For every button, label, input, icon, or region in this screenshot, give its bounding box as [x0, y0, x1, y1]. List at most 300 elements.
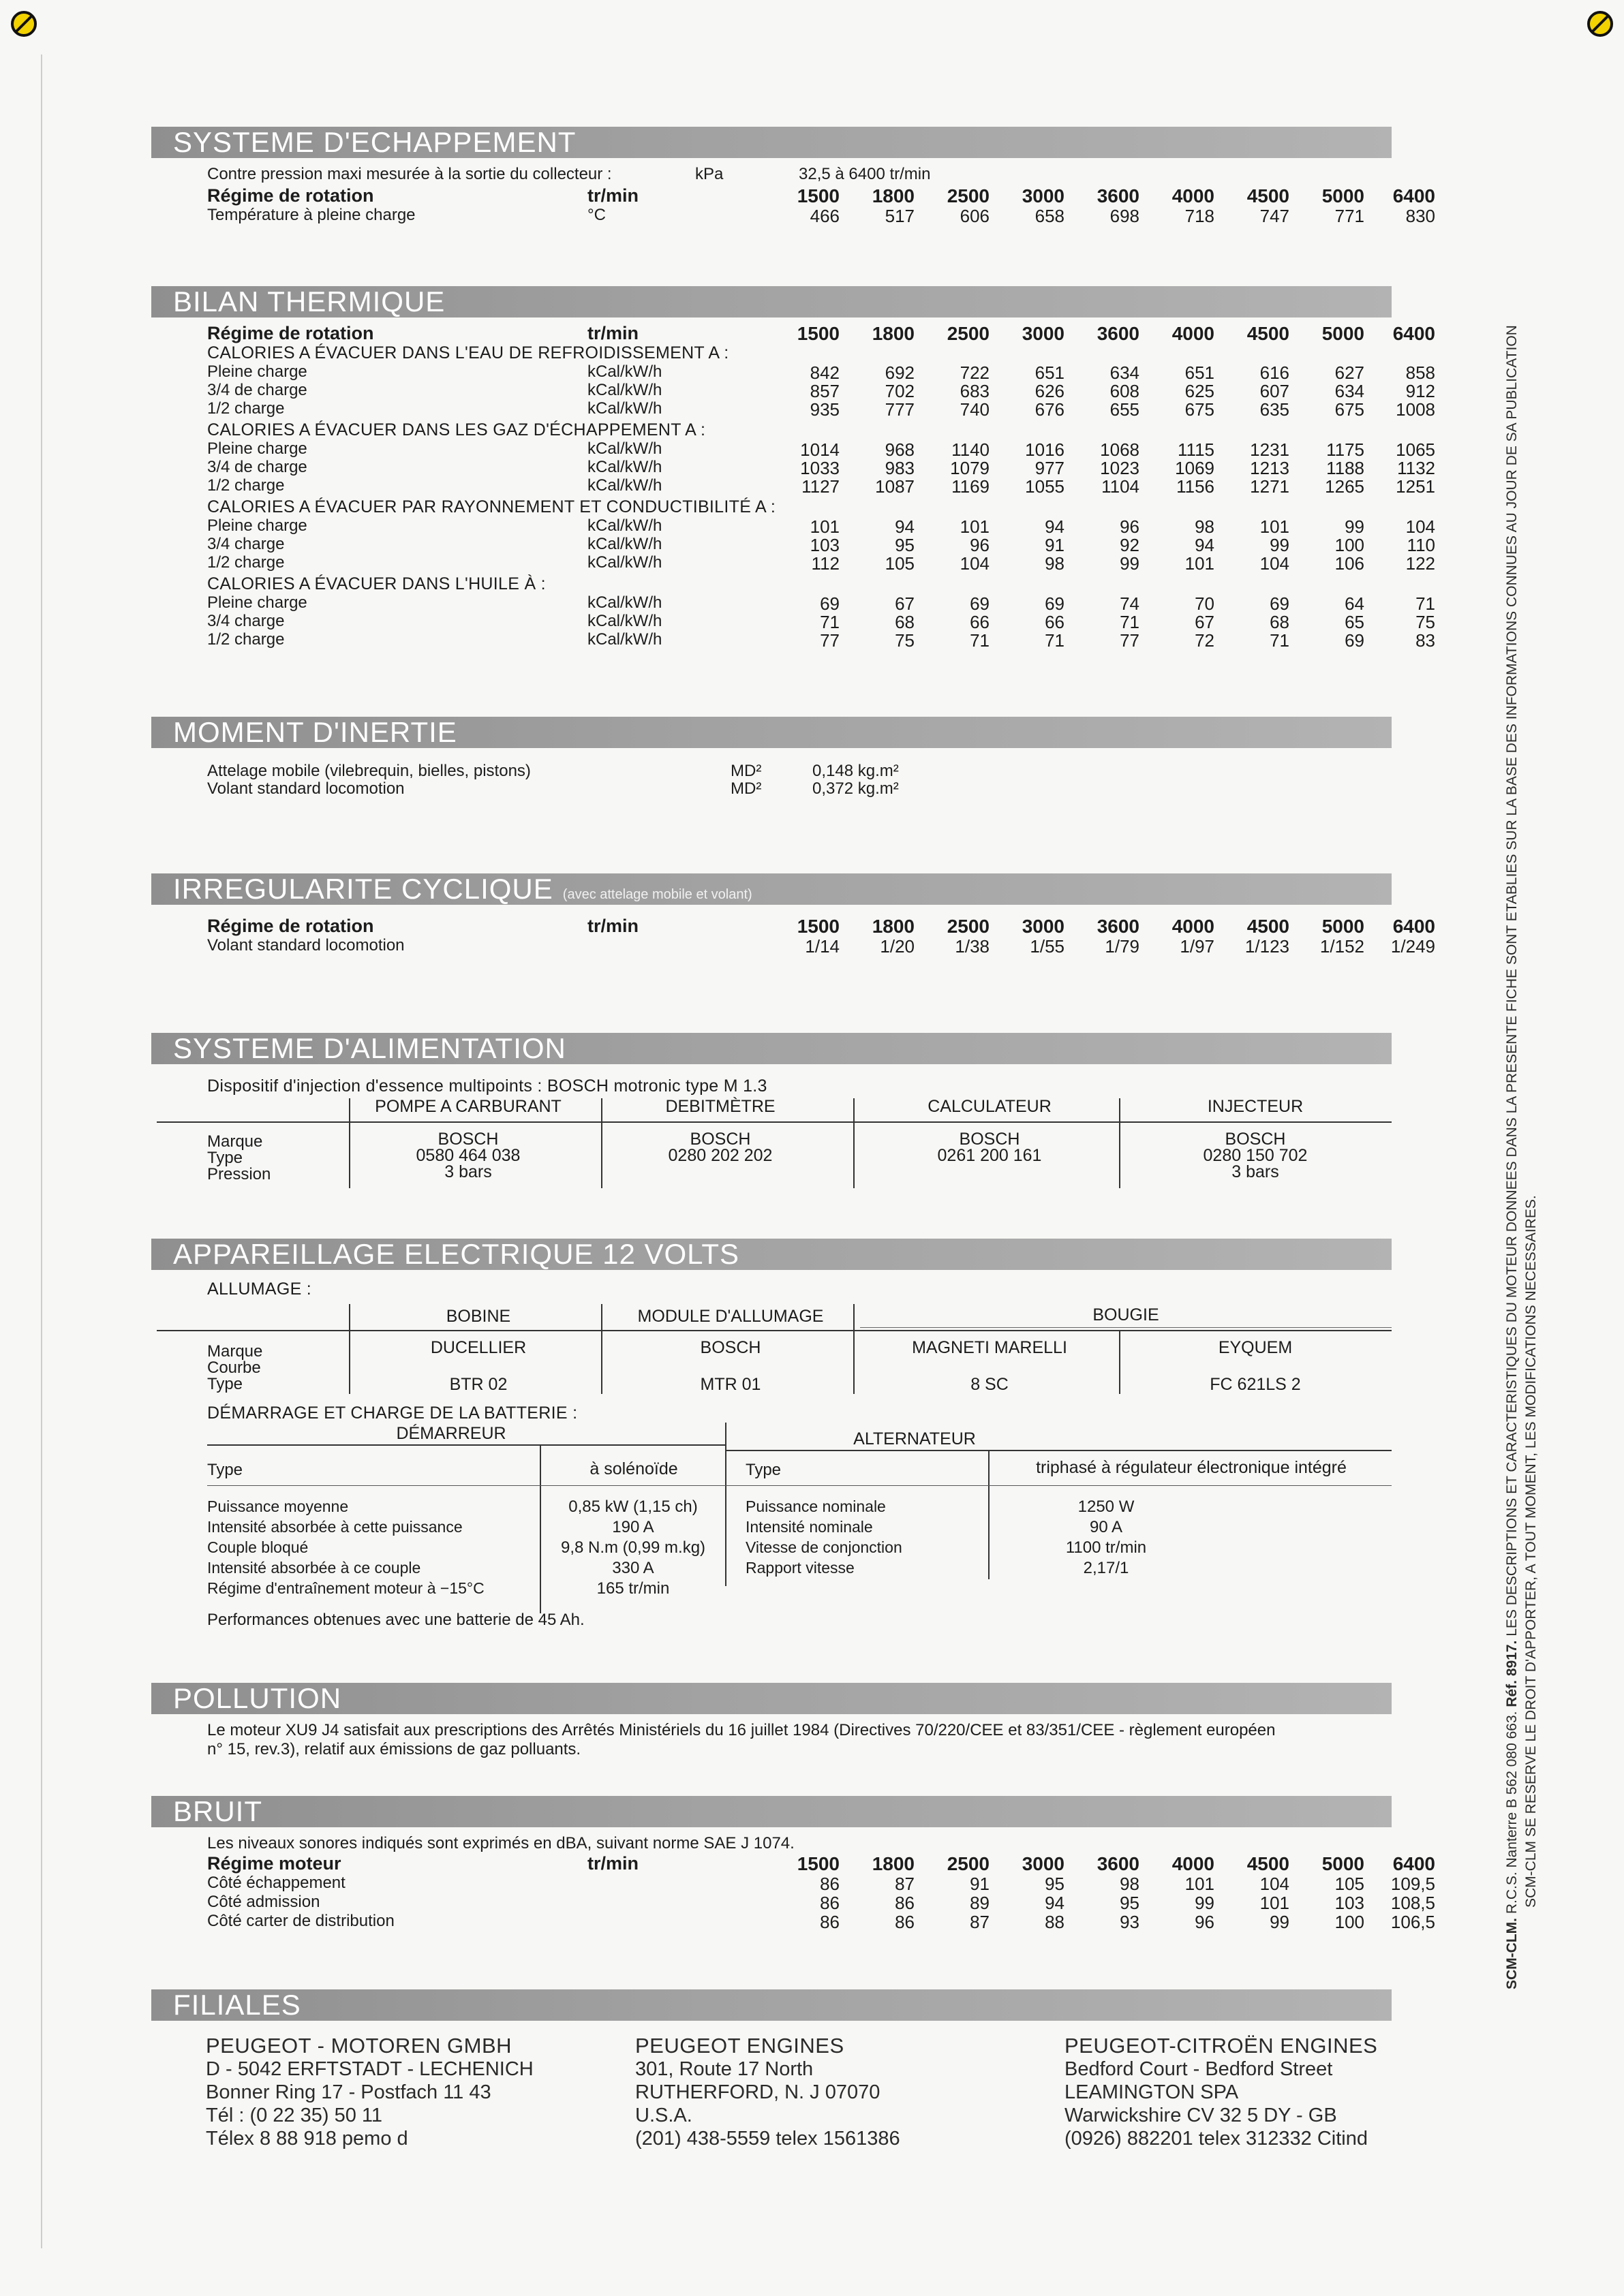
rpm-value: 4000 — [1171, 185, 1214, 206]
section-title: MOMENT D'INERTIE — [151, 717, 1392, 748]
data-value: 101 — [810, 516, 840, 537]
legal-line-2: SCM-CLM SE RESERVE LE DROIT D'APPORTER, A TOUT MOMENT, LES MODIFICATIONS NECESSAIRES. — [1523, 1195, 1539, 1908]
rpm-value: 4000 — [1171, 916, 1214, 937]
data-value: 698 — [1109, 206, 1139, 226]
section-title: BILAN THERMIQUE — [151, 286, 1392, 317]
row-label: Côté admission — [207, 1893, 320, 1911]
inertie-value: 0,372 kg.m² — [812, 779, 899, 798]
alternateur-type-label: Type — [746, 1461, 782, 1479]
cell-value: BOSCH — [690, 1130, 751, 1149]
table-row — [151, 476, 1435, 497]
data-value: 94 — [895, 516, 915, 537]
column-divider — [349, 1304, 350, 1394]
data-value: 95 — [1120, 1893, 1139, 1913]
row-unit: kCal/kW/h — [587, 630, 662, 649]
alternateur-type-value: triphasé à régulateur électronique intégré — [1036, 1458, 1347, 1477]
data-value: 692 — [885, 362, 915, 383]
spec-value: 90 A — [1089, 1518, 1123, 1536]
section-title: POLLUTION — [151, 1683, 1392, 1714]
filiale-address — [206, 2034, 534, 2150]
regime-label: Régime de rotation — [207, 323, 374, 343]
filiale-name: PEUGEOT-CITROËN ENGINES — [1064, 2034, 1378, 2058]
rpm-value: 3600 — [1097, 1853, 1139, 1874]
section-title-text: IRREGULARITE CYCLIQUE — [173, 873, 553, 905]
cell-value: BOSCH — [959, 1130, 1020, 1149]
data-value: 1068 — [1100, 439, 1139, 460]
section-filiales — [151, 1989, 1392, 2150]
inertie-unit: MD² — [731, 762, 762, 780]
data-value: 100 — [1334, 535, 1364, 555]
contre-pression-value: 32,5 à 6400 tr/min — [799, 165, 931, 183]
data-value: 104 — [1259, 553, 1289, 574]
filiale-name: PEUGEOT - MOTOREN GMBH — [206, 2034, 512, 2058]
data-value: 101 — [960, 516, 990, 537]
row-label: Pleine charge — [207, 439, 307, 458]
group-caption: CALORIES A ÉVACUER PAR RAYONNEMENT ET CONDUCTIBILITÉ A : — [207, 497, 776, 516]
performances-note: Performances obtenues avec une batterie de 45 Ah. — [207, 1611, 585, 1629]
data-value: 71 — [1270, 630, 1289, 651]
inertie-value: 0,148 kg.m² — [812, 762, 899, 780]
data-value: 101 — [1184, 1874, 1214, 1894]
rpm-value: 5000 — [1321, 916, 1364, 937]
column-header: MODULE D'ALLUMAGE — [637, 1307, 824, 1326]
filiale-name: PEUGEOT ENGINES — [635, 2034, 844, 2058]
address-line: Bedford Court - Bedford Street — [1064, 2058, 1333, 2080]
table-row — [151, 1874, 1435, 1894]
rpm-value: 4000 — [1171, 323, 1214, 344]
data-value: 1271 — [1250, 476, 1289, 497]
spec-label: Intensité absorbée à cette puissance — [207, 1518, 463, 1536]
data-value: 104 — [1259, 1874, 1289, 1894]
address-line: Warwickshire CV 32 5 DY - GB — [1064, 2105, 1337, 2126]
data-value: 1014 — [800, 439, 840, 460]
section-bruit — [151, 1795, 1435, 1932]
spec-label: Couple bloqué — [207, 1538, 309, 1556]
row-unit: kCal/kW/h — [587, 381, 662, 399]
spec-label: Rapport vitesse — [746, 1559, 855, 1577]
pollution-text-line-2: n° 15, rev.3), relatif aux émissions de gaz polluants. — [207, 1740, 581, 1758]
data-value: 66 — [1045, 612, 1064, 632]
data-value: 466 — [810, 206, 840, 226]
regime-unit: tr/min — [587, 323, 639, 343]
data-value: 1087 — [875, 476, 915, 497]
demarreur-type-value: à solénoïde — [589, 1459, 678, 1478]
rpm-value: 3600 — [1097, 323, 1139, 344]
data-value: 88 — [1045, 1912, 1064, 1932]
row-label: 1/2 charge — [207, 399, 285, 418]
data-value: 108,5 — [1390, 1893, 1435, 1913]
address-line: Tél : (0 22 35) 50 11 — [206, 2105, 383, 2126]
data-value: 675 — [1334, 399, 1364, 420]
column-divider — [1119, 1098, 1120, 1188]
row-label: 3/4 de charge — [207, 381, 307, 399]
data-value: 1/20 — [880, 936, 915, 957]
address-line: 301, Route 17 North — [635, 2058, 814, 2080]
data-value: 104 — [960, 553, 990, 574]
bougie-marque: EYQUEM — [1218, 1338, 1293, 1357]
cell-value: 0280 150 702 — [1203, 1146, 1308, 1165]
rpm-value: 3000 — [1022, 323, 1064, 344]
data-value: 75 — [1415, 612, 1435, 632]
section-title: FILIALES — [151, 1989, 1392, 2021]
table-row — [151, 1893, 1435, 1913]
column-divider — [601, 1098, 602, 1188]
column-divider — [1119, 1330, 1120, 1394]
row-unit: kCal/kW/h — [587, 612, 662, 630]
rpm-value: 4000 — [1171, 1853, 1214, 1874]
section-pollution — [151, 1682, 1392, 1758]
data-value: 122 — [1405, 553, 1435, 574]
data-value: 968 — [885, 439, 915, 460]
data-value: 626 — [1035, 381, 1064, 401]
table-row — [151, 612, 1435, 632]
address-line: (0926) 882201 telex 312332 Citind — [1064, 2128, 1368, 2150]
data-value: 64 — [1345, 593, 1364, 614]
data-value: 702 — [885, 381, 915, 401]
data-value: 77 — [1120, 630, 1139, 651]
data-value: 830 — [1405, 206, 1435, 226]
regime-unit: tr/min — [587, 1853, 639, 1874]
regime-unit: tr/min — [587, 916, 639, 936]
rpm-value: 6400 — [1392, 323, 1435, 344]
data-value: 1/97 — [1180, 936, 1214, 957]
spec-label: Vitesse de conjonction — [746, 1538, 902, 1556]
row-label: 1/2 charge — [207, 476, 285, 495]
row-label: Courbe — [207, 1359, 261, 1377]
data-value: 87 — [895, 1874, 915, 1894]
data-value: 1023 — [1100, 458, 1139, 478]
table-row — [151, 516, 1435, 537]
table-rule — [860, 1327, 1392, 1328]
table-row — [151, 1912, 1435, 1932]
section-title: SYSTEME D'ALIMENTATION — [151, 1033, 1392, 1064]
rpm-value: 1800 — [872, 185, 915, 206]
cell-value: 0261 200 161 — [937, 1146, 1042, 1165]
data-value: 1/55 — [1030, 936, 1064, 957]
data-value: 1188 — [1326, 458, 1364, 478]
section-title: SYSTEME D'ECHAPPEMENT — [151, 127, 1392, 158]
address-line: LEAMINGTON SPA — [1064, 2081, 1239, 2103]
section-title: BRUIT — [151, 1796, 1392, 1827]
data-value: 1231 — [1250, 439, 1289, 460]
data-value: 842 — [810, 362, 840, 383]
group-caption: CALORIES A ÉVACUER DANS L'EAU DE REFROIDISSEMENT A : — [207, 343, 729, 362]
section-bilan-thermique — [151, 285, 1435, 651]
data-value: 1213 — [1250, 458, 1289, 478]
contre-pression-unit: kPa — [695, 165, 724, 183]
data-value: 651 — [1035, 362, 1064, 383]
section-title — [151, 873, 1392, 905]
data-value: 91 — [970, 1874, 990, 1894]
data-value: 68 — [1270, 612, 1289, 632]
data-value: 71 — [1120, 612, 1139, 632]
module-type: MTR 01 — [700, 1375, 761, 1394]
data-value: 98 — [1045, 553, 1064, 574]
table-row — [151, 381, 1435, 401]
data-value: 69 — [1270, 593, 1289, 614]
regime-label: Régime moteur — [207, 1853, 341, 1874]
data-value: 69 — [820, 593, 840, 614]
spec-value: 165 tr/min — [596, 1579, 670, 1598]
row-unit: kCal/kW/h — [587, 439, 662, 458]
data-value: 96 — [970, 535, 990, 555]
data-value: 69 — [1045, 593, 1064, 614]
legal-line-1: SCM-CLM. R.C.S. Nanterre B 562 080 663. Réf. 8917. LES DESCRIPTIONS ET CARACTERISTIQUES DU MOTEUR DONNEES DANS LA PRESENTE FICHE SONT ETABLIES SUR LA BASE DES INFORMATIONS CONNUES AU JOUR DE SA PUBLICATION — [1504, 325, 1520, 1989]
regime-label: Régime de rotation — [207, 185, 374, 206]
data-value: 96 — [1120, 516, 1139, 537]
data-value: 1008 — [1396, 399, 1435, 420]
rpm-value: 4500 — [1246, 323, 1289, 344]
rpm-value: 1500 — [797, 185, 840, 206]
column-divider — [725, 1423, 726, 1586]
filiale-address — [1064, 2034, 1377, 2150]
data-value: 101 — [1259, 1893, 1289, 1913]
data-value: 857 — [810, 381, 840, 401]
data-value: 110 — [1407, 535, 1435, 555]
data-value: 675 — [1184, 399, 1214, 420]
spec-value: 1250 W — [1077, 1498, 1135, 1516]
data-value: 105 — [885, 553, 915, 574]
row-label: Marque — [207, 1342, 263, 1361]
table-rule — [207, 1444, 725, 1446]
demarreur-title: DÉMARREUR — [396, 1424, 506, 1443]
row-unit: kCal/kW/h — [587, 362, 662, 381]
section-title: APPAREILLAGE ELECTRIQUE 12 VOLTS — [151, 1239, 1392, 1270]
data-value: 95 — [1045, 1874, 1064, 1894]
rpm-value: 3000 — [1022, 1853, 1064, 1874]
data-value: 106 — [1334, 553, 1364, 574]
row-label: 1/2 charge — [207, 630, 285, 649]
rpm-value: 5000 — [1321, 323, 1364, 344]
data-value: 1/79 — [1105, 936, 1139, 957]
rpm-value: 1800 — [872, 916, 915, 937]
data-value: 1033 — [800, 458, 840, 478]
data-value: 1115 — [1178, 439, 1214, 460]
data-value: 722 — [960, 362, 990, 383]
data-value: 1140 — [951, 439, 990, 460]
row-label: Pleine charge — [207, 516, 307, 535]
data-value: 99 — [1345, 516, 1364, 537]
cell-value: 3 bars — [444, 1162, 492, 1181]
data-value: 1/249 — [1390, 936, 1435, 957]
data-value: 658 — [1035, 206, 1064, 226]
rpm-value: 1500 — [797, 916, 840, 937]
spec-value: 2,17/1 — [1083, 1559, 1129, 1577]
rpm-value: 6400 — [1392, 1853, 1435, 1874]
table-row — [151, 439, 1435, 460]
data-value: 1016 — [1025, 439, 1064, 460]
rpm-value: 2500 — [947, 1853, 990, 1874]
bougie-type: FC 621LS 2 — [1210, 1375, 1301, 1394]
data-value: 71 — [820, 612, 840, 632]
row-label: Côté carter de distribution — [207, 1912, 395, 1930]
table-rule — [207, 1485, 1392, 1486]
data-value: 1079 — [950, 458, 990, 478]
data-value: 651 — [1184, 362, 1214, 383]
rpm-value: 3600 — [1097, 916, 1139, 937]
row-label: Type — [207, 1149, 243, 1167]
section-electrique — [151, 1238, 1392, 1629]
data-value: 1/123 — [1244, 936, 1289, 957]
data-value: 67 — [895, 593, 915, 614]
data-value: 983 — [885, 458, 915, 478]
regime-unit: tr/min — [587, 185, 639, 206]
data-value: 77 — [820, 630, 840, 651]
data-value: 1156 — [1176, 476, 1214, 497]
rpm-value: 3000 — [1022, 185, 1064, 206]
column-header: BOBINE — [446, 1307, 511, 1326]
data-value: 771 — [1334, 206, 1364, 226]
table-row — [151, 553, 1435, 574]
data-value: 718 — [1184, 206, 1214, 226]
row-unit: kCal/kW/h — [587, 516, 662, 535]
regime-label: Régime de rotation — [207, 916, 374, 936]
table-row — [151, 630, 1435, 651]
data-value: 104 — [1405, 516, 1435, 537]
section-subtitle: (avec attelage mobile et volant) — [562, 887, 752, 902]
column-header: BOUGIE — [1092, 1305, 1159, 1324]
volant-label: Volant standard locomotion — [207, 936, 405, 955]
section-irregularite — [151, 873, 1435, 957]
data-value: 517 — [885, 206, 915, 226]
data-value: 101 — [1184, 553, 1214, 574]
data-value: 607 — [1259, 381, 1289, 401]
data-value: 634 — [1109, 362, 1139, 383]
bougie-type: 8 SC — [970, 1375, 1009, 1394]
data-value: 1065 — [1396, 439, 1435, 460]
data-value: 68 — [895, 612, 915, 632]
demarrage-caption: DÉMARRAGE ET CHARGE DE LA BATTERIE : — [207, 1403, 578, 1423]
pollution-text-line-1: Le moteur XU9 J4 satisfait aux prescriptions des Arrêtés Ministériels du 16 juillet 1984 (Directives 70/220/CEE et 83/351/CEE - règlement européen — [207, 1721, 1276, 1739]
data-value: 616 — [1259, 362, 1289, 383]
row-label: 3/4 charge — [207, 612, 285, 630]
address-line: D - 5042 ERFTSTADT - LECHENICH — [206, 2058, 534, 2080]
data-value: 1169 — [951, 476, 990, 497]
column-divider — [601, 1304, 602, 1394]
column-header: DEBITMÈTRE — [665, 1097, 776, 1116]
cell-value: BOSCH — [1225, 1130, 1286, 1149]
address-line: U.S.A. — [635, 2105, 692, 2126]
table-rule — [157, 1330, 1392, 1331]
page-edge-line — [41, 55, 42, 2248]
rpm-value: 4500 — [1246, 916, 1289, 937]
data-value: 106,5 — [1390, 1912, 1435, 1932]
table-row — [151, 362, 1435, 383]
rpm-value: 6400 — [1392, 916, 1435, 937]
row-label: 3/4 de charge — [207, 458, 307, 476]
data-value: 67 — [1195, 612, 1214, 632]
data-value: 83 — [1415, 630, 1435, 651]
data-value: 95 — [895, 535, 915, 555]
address-line: Bonner Ring 17 - Postfach 11 43 — [206, 2081, 491, 2103]
rpm-value: 1500 — [797, 323, 840, 344]
rpm-value: 1800 — [872, 323, 915, 344]
data-value: 606 — [960, 206, 990, 226]
rpm-value: 6400 — [1392, 185, 1435, 206]
data-value: 99 — [1120, 553, 1139, 574]
data-value: 977 — [1035, 458, 1064, 478]
data-value: 89 — [970, 1893, 990, 1913]
row-label: Marque — [207, 1132, 263, 1151]
data-value: 1175 — [1326, 439, 1364, 460]
data-value: 627 — [1334, 362, 1364, 383]
row-label: Côté échappement — [207, 1874, 346, 1892]
rpm-value: 1500 — [797, 1853, 840, 1874]
data-value: 625 — [1184, 381, 1214, 401]
spec-value: 330 A — [612, 1559, 654, 1577]
table-rule — [157, 1121, 1392, 1123]
data-value: 92 — [1120, 535, 1139, 555]
address-line: Télex 8 88 918 pemo d — [206, 2128, 408, 2150]
section-echappement — [151, 126, 1435, 226]
row-label: 1/2 charge — [207, 553, 285, 572]
data-value: 935 — [810, 399, 840, 420]
table-row — [151, 399, 1435, 420]
data-value: 72 — [1195, 630, 1214, 651]
data-value: 71 — [1045, 630, 1064, 651]
data-value: 99 — [1195, 1893, 1214, 1913]
rpm-value: 3000 — [1022, 916, 1064, 937]
cell-value: 0280 202 202 — [668, 1146, 773, 1165]
legal-sidebar — [1503, 204, 1544, 1989]
inertie-unit: MD² — [731, 779, 762, 798]
data-value: 65 — [1345, 612, 1364, 632]
data-value: 93 — [1120, 1912, 1139, 1932]
data-value: 66 — [970, 612, 990, 632]
temperature-label: Température à pleine charge — [207, 206, 416, 224]
data-value: 87 — [970, 1912, 990, 1932]
data-value: 1/14 — [805, 936, 840, 957]
data-value: 91 — [1045, 535, 1064, 555]
column-header: INJECTEUR — [1207, 1097, 1304, 1116]
cell-value: BOSCH — [438, 1130, 499, 1149]
filiale-address — [635, 2034, 900, 2150]
rpm-value: 4500 — [1246, 1853, 1289, 1874]
bobine-type: BTR 02 — [449, 1375, 508, 1394]
data-value: 100 — [1334, 1912, 1364, 1932]
data-value: 86 — [895, 1912, 915, 1932]
spec-value: 0,85 kW (1,15 ch) — [568, 1498, 698, 1516]
data-value: 103 — [810, 535, 840, 555]
section-inertie — [151, 716, 1392, 798]
bobine-marque: DUCELLIER — [430, 1338, 527, 1357]
table-row — [151, 458, 1435, 478]
data-value: 1251 — [1396, 476, 1435, 497]
data-value: 740 — [960, 399, 990, 420]
module-marque: BOSCH — [700, 1338, 761, 1357]
group-caption: CALORIES A ÉVACUER DANS L'HUILE À : — [207, 574, 546, 593]
rpm-value: 2500 — [947, 916, 990, 937]
inertie-label: Volant standard locomotion — [207, 779, 405, 798]
data-value: 777 — [885, 399, 915, 420]
section-alimentation — [151, 1032, 1392, 1183]
prohibited-circle-icon — [10, 10, 38, 38]
data-value: 747 — [1259, 206, 1289, 226]
spec-label: Intensité absorbée à ce couple — [207, 1559, 421, 1577]
row-unit: kCal/kW/h — [587, 476, 662, 495]
data-value: 69 — [970, 593, 990, 614]
address-line: RUTHERFORD, N. J 07070 — [635, 2081, 880, 2103]
data-value: 1104 — [1101, 476, 1139, 497]
data-value: 112 — [811, 553, 840, 574]
data-value: 655 — [1109, 399, 1139, 420]
data-value: 70 — [1195, 593, 1214, 614]
allumage-caption: ALLUMAGE : — [207, 1279, 312, 1299]
demarreur-type-label: Type — [207, 1461, 243, 1479]
row-label: Pleine charge — [207, 593, 307, 612]
data-value: 75 — [895, 630, 915, 651]
data-value: 608 — [1109, 381, 1139, 401]
